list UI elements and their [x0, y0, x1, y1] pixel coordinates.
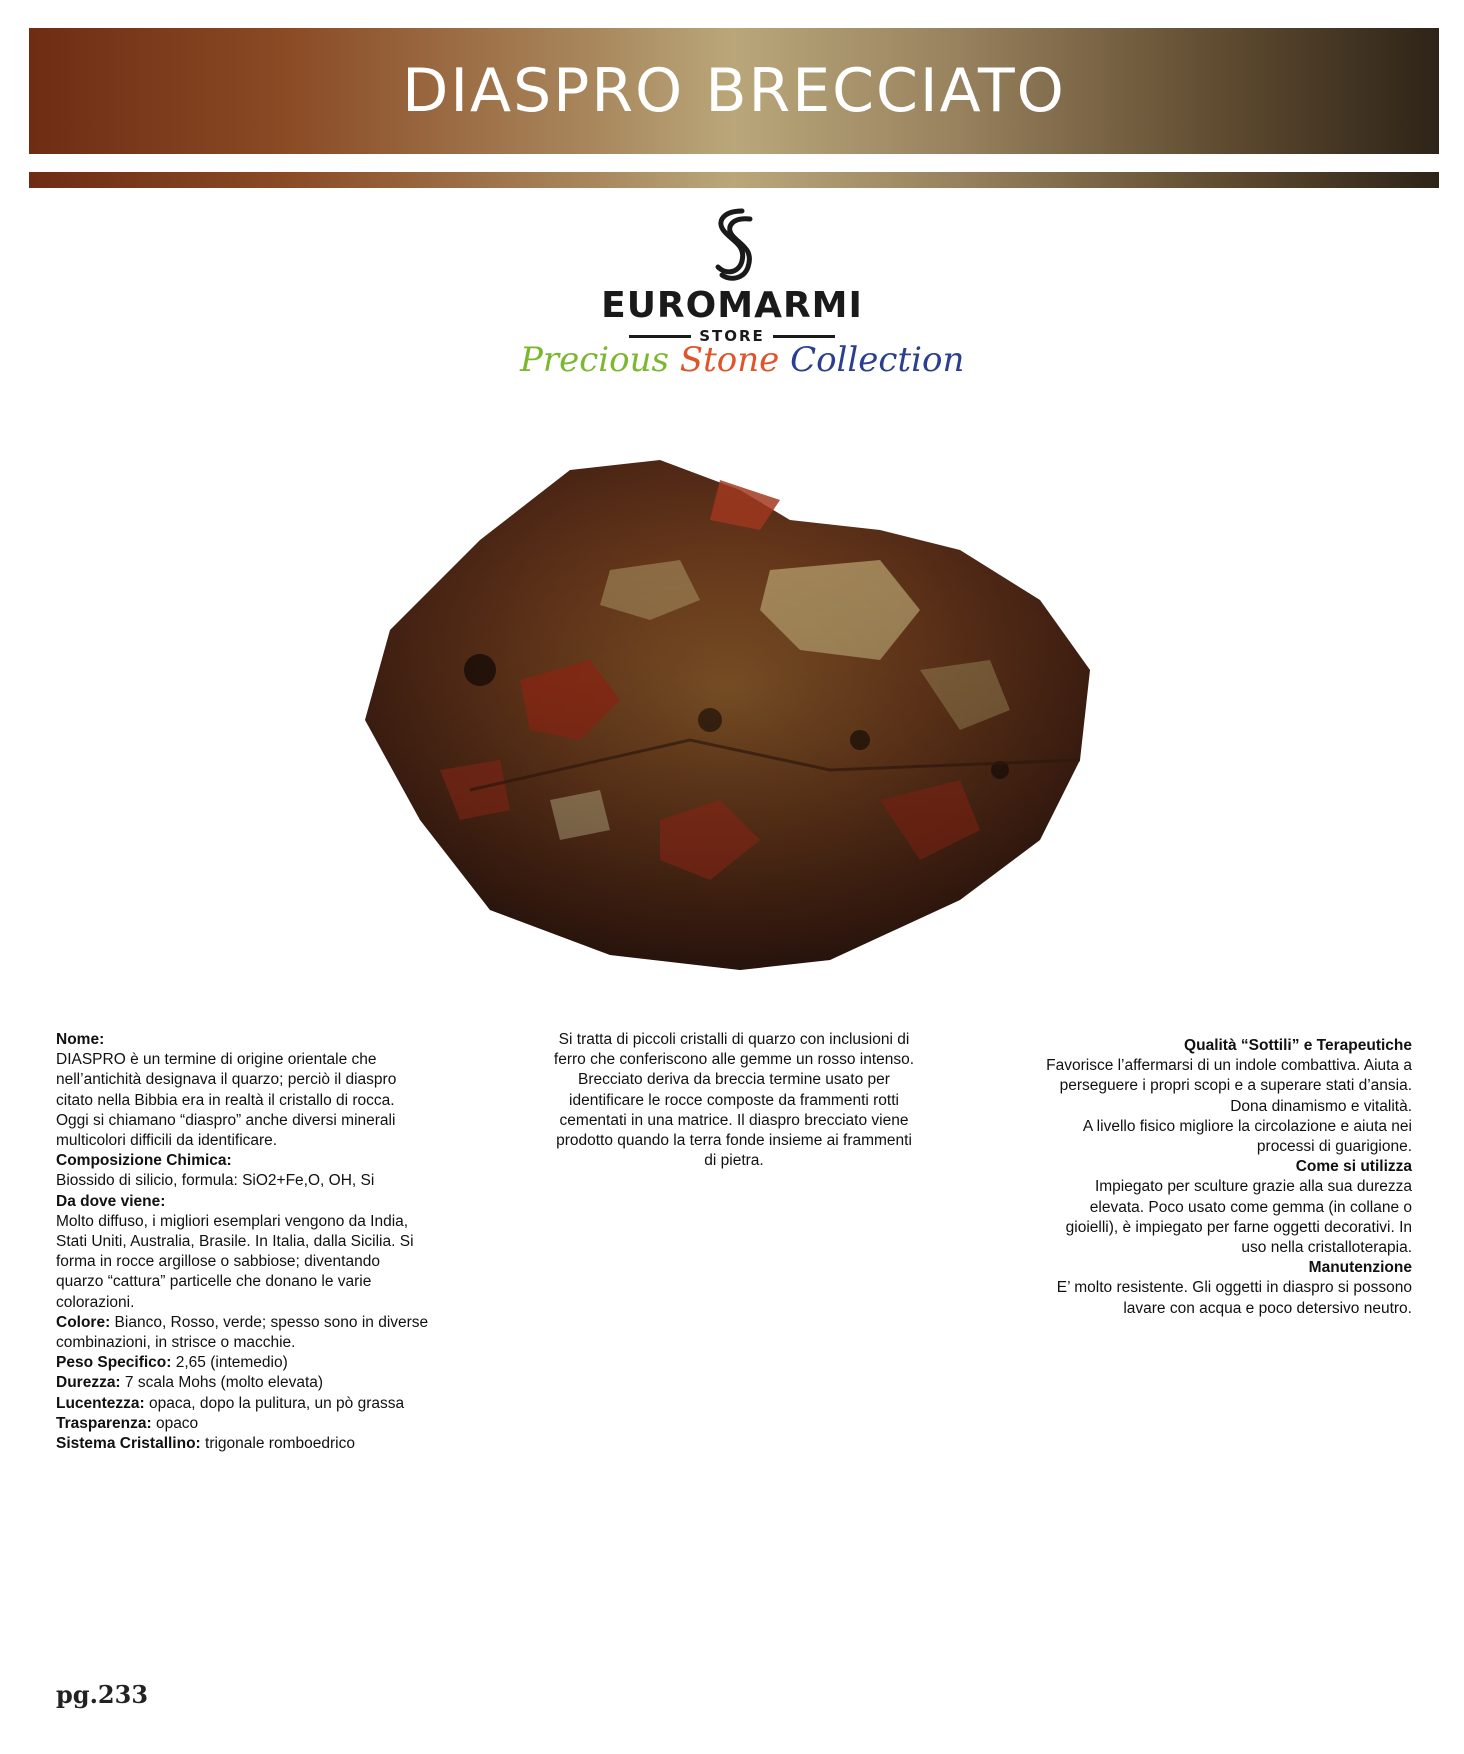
nome-label: Nome: — [56, 1031, 105, 1048]
durezza-row — [56, 1373, 496, 1393]
provenienza-line: Molto diffuso, i migliori esemplari vengono da India, — [56, 1212, 409, 1230]
header-underline — [29, 172, 1439, 188]
colore-label: Colore: — [56, 1313, 111, 1331]
peso-label: Peso Specifico: — [56, 1354, 172, 1372]
peso-text: 2,65 (intemedio) — [171, 1354, 288, 1372]
nome-line: citato nella Bibbia era in realtà il cristallo di rocca. — [56, 1091, 395, 1109]
manutenzione-label: Manutenzione — [1308, 1259, 1412, 1277]
qualita-line: Dona dinamismo e vitalità. — [1230, 1097, 1412, 1115]
description-line: identificare le rocce composte da frammenti rotti — [569, 1091, 899, 1109]
trasparenza-row — [56, 1414, 496, 1434]
uso-line: gioielli), è impiegato per farne oggetti decorativi. In — [1065, 1218, 1412, 1236]
trasparenza-label: Trasparenza: — [56, 1414, 152, 1432]
qualities-column — [970, 1036, 1412, 1319]
qualita-label: Qualità “Sottili” e Terapeutiche — [1184, 1037, 1412, 1054]
provenienza-line: forma in rocce argillose o sabbiose; diventando — [56, 1253, 380, 1271]
nome-line: Oggi si chiamano “diaspro” anche diversi minerali — [56, 1111, 396, 1129]
provenienza-line: Stati Uniti, Australia, Brasile. In Italia, dalla Sicilia. Si — [56, 1233, 414, 1251]
provenienza-line: quarzo “cattura” particelle che donano le varie — [56, 1273, 372, 1291]
lucentezza-text: opaca, dopo la pulitura, un pò grassa — [144, 1394, 405, 1412]
manutenzione-line: E’ molto resistente. Gli oggetti in diaspro si possono — [1056, 1279, 1412, 1297]
qualita-line: Favorisce l’affermarsi di un indole combattiva. Aiuta a — [1046, 1057, 1412, 1075]
sistema-label: Sistema Cristallino: — [56, 1435, 201, 1453]
durezza-text: 7 scala Mohs (molto elevata) — [120, 1374, 324, 1392]
qualita-line: perseguere i propri scopi e a superare stati d’ansia. — [1059, 1077, 1412, 1095]
nome-line: multicolori difficili da identificare. — [56, 1132, 278, 1150]
properties-column — [56, 1030, 496, 1454]
description-line: di pietra. — [704, 1152, 764, 1170]
tagline-word-precious: Precious — [520, 340, 669, 380]
description-line: Si tratta di piccoli cristalli di quarzo con inclusioni di — [558, 1031, 910, 1048]
manutenzione-line: lavare con acqua e poco detersivo neutro. — [1123, 1299, 1412, 1317]
uso-line: uso nella cristalloterapia. — [1241, 1239, 1412, 1257]
jasper-stone-image — [360, 440, 1100, 980]
description-column — [514, 1030, 954, 1171]
durezza-label: Durezza: — [56, 1374, 121, 1392]
description-line: Brecciato deriva da breccia termine usato per — [578, 1071, 890, 1089]
logo-brand-name: EUROMARMI — [601, 285, 863, 326]
composizione-label: Composizione Chimica: — [56, 1152, 232, 1170]
sistema-row — [56, 1434, 496, 1454]
uso-line: Impiegato per sculture grazie alla sua durezza — [1094, 1178, 1412, 1196]
provenienza-label: Da dove viene: — [56, 1192, 166, 1210]
lucentezza-row — [56, 1394, 496, 1414]
collection-tagline — [520, 340, 965, 380]
uso-label: Come si utilizza — [1295, 1158, 1412, 1176]
qualita-line: A livello fisico migliore la circolazione e aiuta nei — [1082, 1117, 1412, 1135]
logo-rule-right — [773, 335, 835, 338]
sistema-text: trigonale romboedrico — [200, 1435, 355, 1453]
description-line: cementati in una matrice. Il diaspro brecciato viene — [559, 1111, 909, 1129]
tagline-word-stone: Stone — [679, 340, 780, 380]
qualita-line: processi di guarigione. — [1256, 1138, 1412, 1156]
uso-line: elevata. Poco usato come gemma (in collane o — [1089, 1198, 1412, 1216]
logo-rule-left — [629, 335, 691, 338]
header-band — [29, 28, 1439, 154]
nome-line: DIASPRO è un termine di origine orientale che — [56, 1051, 377, 1069]
description-line: prodotto quando la terra fonde insieme ai frammenti — [556, 1132, 912, 1150]
tagline-word-collection: Collection — [790, 340, 965, 380]
logo-store-label: STORE — [699, 327, 765, 345]
colore-line: combinazioni, in strisce o macchie. — [56, 1334, 296, 1352]
peso-row — [56, 1353, 496, 1373]
composizione-text: Biossido di silicio, formula: SiO2+Fe,O, OH, Si — [56, 1172, 375, 1190]
nome-line: nell’antichità designava il quarzo; perciò il diaspro — [56, 1071, 397, 1089]
colore-row — [56, 1313, 496, 1333]
page-title: DIASPRO BRECCIATO — [402, 56, 1066, 126]
double-s-logo-icon — [702, 205, 762, 285]
description-line: ferro che conferiscono alle gemme un rosso intenso. — [553, 1051, 915, 1069]
page-number: pg.233 — [56, 1680, 149, 1709]
trasparenza-text: opaco — [151, 1414, 199, 1432]
colore-text: Bianco, Rosso, verde; spesso sono in diverse — [110, 1313, 429, 1331]
provenienza-line: colorazioni. — [56, 1293, 135, 1311]
lucentezza-label: Lucentezza: — [56, 1394, 145, 1412]
